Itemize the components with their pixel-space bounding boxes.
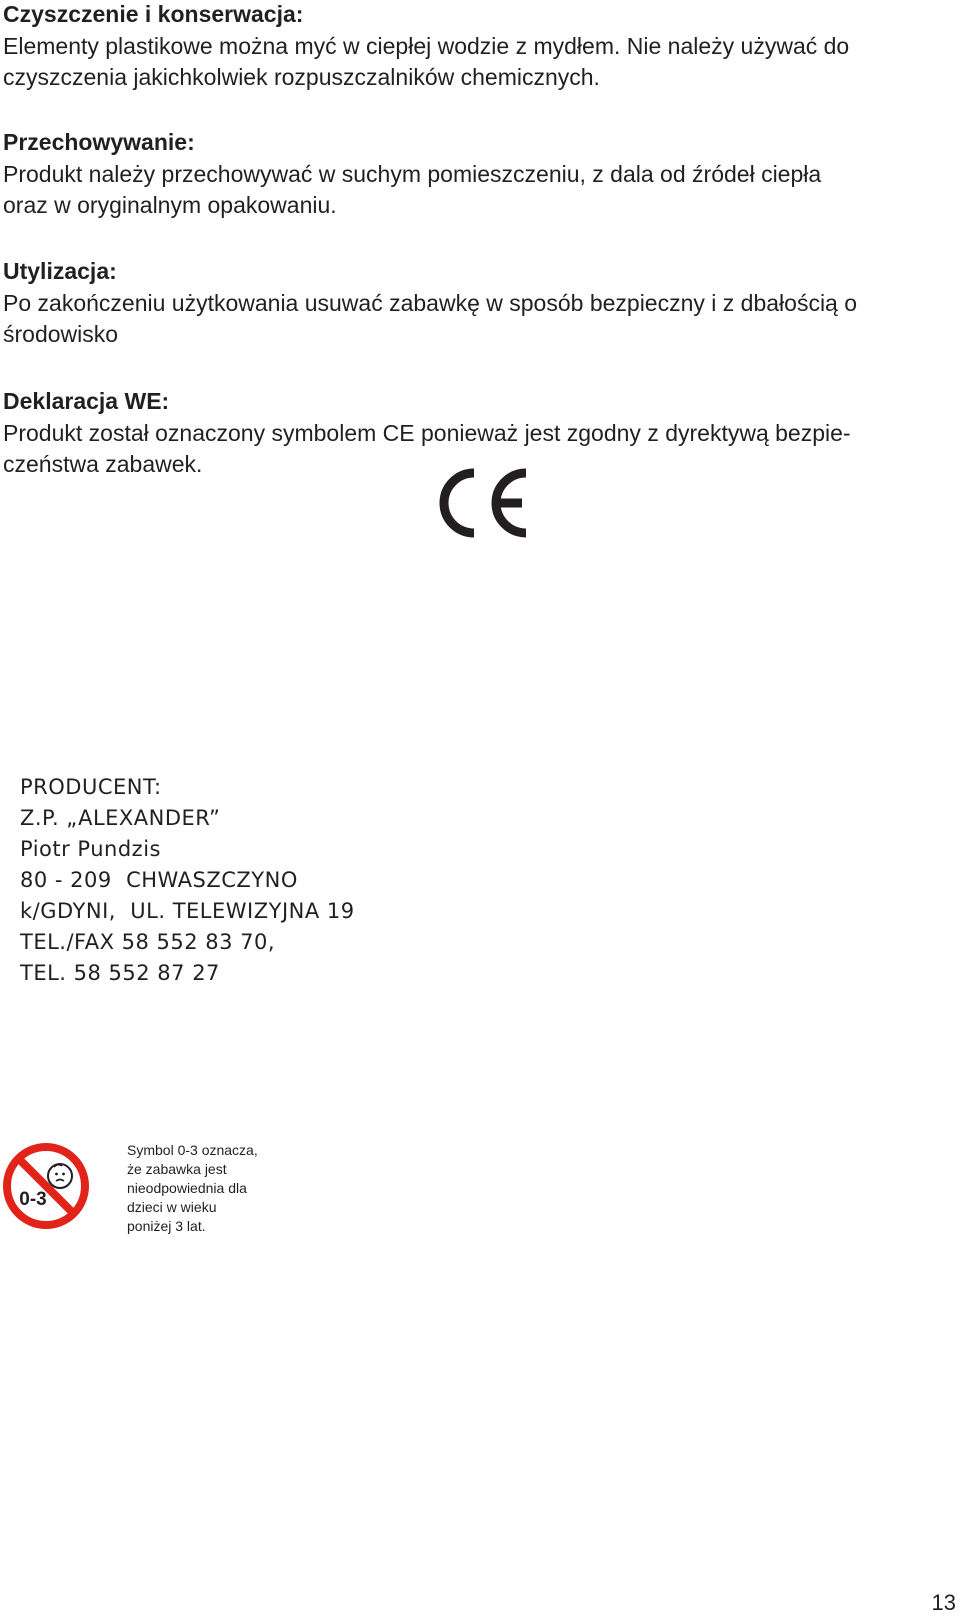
- disposal-text-line-1: Po zakończeniu użytkowania usuwać zabawkę w sposób bezpieczny i z dbałością o: [3, 289, 858, 316]
- disposal-heading: Utylizacja:: [3, 258, 117, 284]
- producer-postal-city: 80 - 209 CHWASZCZYNO: [20, 868, 298, 892]
- producer-phone-fax: TEL./FAX 58 552 83 70,: [20, 930, 276, 954]
- age-note-line-2: że zabawka jest: [127, 1161, 227, 1177]
- producer-info: [20, 772, 355, 989]
- ce-mark-icon: [438, 468, 532, 538]
- not-for-children-0-3-icon: [2, 1142, 90, 1230]
- producer-label: PRODUCENT:: [20, 775, 162, 799]
- storage-text-line-1: Produkt należy przechowywać w suchym pomieszczeniu, z dala od źródeł ciepła: [3, 160, 822, 187]
- storage-heading: Przechowywanie:: [3, 129, 195, 155]
- age-note-line-4: dzieci w wieku: [127, 1199, 217, 1215]
- producer-company: Z.P. „ALEXANDER”: [20, 806, 221, 830]
- declaration-text-line-1: Produkt został oznaczony symbolem CE ponieważ jest zgodny z dyrektywą bezpie-: [3, 419, 851, 446]
- cleaning-text-line-2: czyszczenia jakichkolwiek rozpuszczalników chemicznych.: [3, 64, 600, 90]
- age-note-line-5: poniżej 3 lat.: [127, 1218, 206, 1234]
- page-number: 13: [931, 1590, 956, 1615]
- age-note-line-3: nieodpowiednia dla: [127, 1180, 247, 1196]
- age-warning-note: [127, 1141, 258, 1236]
- storage-section: [3, 127, 953, 222]
- storage-text-line-2: oraz w oryginalnym opakowaniu.: [3, 192, 337, 218]
- declaration-heading: Deklaracja WE:: [3, 388, 170, 414]
- disposal-section: [3, 256, 953, 351]
- age-warning-icon-label: 0-3: [19, 1189, 47, 1210]
- cleaning-heading: Czyszczenie i konserwacja:: [3, 1, 304, 27]
- producer-owner: Piotr Pundzis: [20, 837, 161, 861]
- age-note-line-1: Symbol 0-3 oznacza,: [127, 1142, 258, 1158]
- declaration-text-line-2: czeństwa zabawek.: [3, 451, 203, 477]
- producer-phone: TEL. 58 552 87 27: [20, 961, 220, 985]
- producer-street: k/GDYNI, UL. TELEWIZYJNA 19: [20, 899, 355, 923]
- cleaning-section: [3, 0, 953, 94]
- declaration-section: [3, 386, 953, 481]
- disposal-text-line-2: środowisko: [3, 321, 119, 347]
- cleaning-text-line-1: Elementy plastikowe można myć w ciepłej wodzie z mydłem. Nie należy używać do: [3, 32, 850, 59]
